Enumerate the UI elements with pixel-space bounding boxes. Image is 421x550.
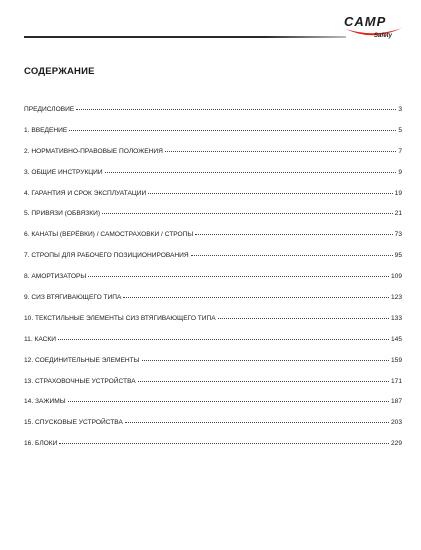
toc-dot-leader	[191, 254, 393, 256]
toc-dot-leader	[105, 171, 397, 173]
toc-entry-page-number: 123	[390, 294, 402, 302]
toc-entry-page-number: 159	[390, 356, 402, 364]
page-title: СОДЕРЖАНИЕ	[24, 66, 95, 77]
toc-entry-label: 16. БЛОКИ	[24, 440, 58, 448]
toc-entry[interactable]	[24, 189, 402, 210]
toc-entry-label: 5. ПРИВЯЗИ (ОБВЯЗКИ)	[24, 210, 101, 218]
toc-entry-page-number: 7	[398, 147, 402, 155]
toc-dot-leader	[123, 296, 389, 298]
toc-entry-label: 15. СПУСКОВЫЕ УСТРОЙСТВА	[24, 419, 123, 427]
toc-entry[interactable]	[24, 314, 402, 335]
toc-entry-label: 4. ГАРАНТИЯ И СРОК ЭКСПЛУАТАЦИИ	[24, 189, 147, 197]
toc-entry[interactable]	[24, 230, 402, 251]
toc-entry-page-number: 133	[390, 314, 402, 322]
toc-entry[interactable]	[24, 126, 402, 147]
toc-entry-page-number: 5	[398, 126, 402, 134]
toc-entry-page-number: 95	[394, 252, 402, 260]
toc-entry-page-number: 229	[390, 440, 402, 448]
toc-entry[interactable]	[24, 397, 402, 418]
toc-entry-page-number: 73	[394, 231, 402, 239]
toc-entry-page-number: 203	[390, 419, 402, 427]
toc-entry[interactable]	[24, 251, 402, 272]
table-of-contents	[24, 105, 402, 460]
toc-entry[interactable]	[24, 147, 402, 168]
toc-dot-leader	[59, 442, 389, 444]
toc-dot-leader	[68, 400, 389, 402]
toc-entry-page-number: 145	[390, 335, 402, 343]
toc-entry[interactable]	[24, 439, 402, 460]
toc-entry[interactable]	[24, 293, 402, 314]
toc-entry-label: 9. СИЗ ВТЯГИВАЮЩЕГО ТИПА	[24, 294, 122, 302]
toc-entry-label: 8. АМОРТИЗАТОРЫ	[24, 273, 87, 281]
toc-entry-label: 12. СОЕДИНИТЕЛЬНЫЕ ЭЛЕМЕНТЫ	[24, 356, 140, 364]
toc-dot-leader	[195, 233, 392, 235]
toc-dot-leader	[165, 150, 396, 152]
toc-entry-label: 14. ЗАЖИМЫ	[24, 398, 66, 406]
toc-entry-label: 2. НОРМАТИВНО-ПРАВОВЫЕ ПОЛОЖЕНИЯ	[24, 147, 163, 155]
toc-entry-page-number: 171	[390, 377, 402, 385]
brand-logo	[338, 8, 410, 48]
toc-entry-page-number: 21	[394, 210, 402, 218]
toc-entry[interactable]	[24, 209, 402, 230]
toc-entry-page-number: 3	[398, 106, 402, 113]
toc-dot-leader	[58, 338, 389, 340]
header-rule	[24, 36, 346, 38]
toc-dot-leader	[142, 359, 389, 361]
toc-entry-label: 13. СТРАХОВОЧНЫЕ УСТРОЙСТВА	[24, 377, 136, 385]
logo-subtext: Safety	[374, 33, 393, 39]
toc-dot-leader	[69, 129, 396, 131]
logo-wordmark: CAMP	[344, 14, 387, 29]
toc-entry[interactable]	[24, 377, 402, 398]
toc-entry[interactable]	[24, 418, 402, 439]
toc-entry-page-number: 19	[394, 189, 402, 197]
toc-entry-label: 3. ОБЩИЕ ИНСТРУКЦИИ	[24, 168, 103, 176]
toc-dot-leader	[218, 317, 389, 319]
toc-entry-label: 1. ВВЕДЕНИЕ	[24, 126, 68, 134]
toc-entry[interactable]	[24, 356, 402, 377]
toc-entry[interactable]	[24, 272, 402, 293]
toc-entry-page-number: 187	[390, 398, 402, 406]
toc-dot-leader	[88, 275, 389, 277]
toc-entry[interactable]	[24, 168, 402, 189]
toc-dot-leader	[138, 380, 389, 382]
toc-dot-leader	[148, 192, 392, 194]
toc-entry-label: 11. КАСКИ	[24, 335, 56, 343]
toc-entry-page-number: 109	[390, 273, 402, 281]
toc-dot-leader	[125, 421, 389, 423]
toc-entry-label: 10. ТЕКСТИЛЬНЫЕ ЭЛЕМЕНТЫ СИЗ ВТЯГИВАЮЩЕГО ТИПА	[24, 314, 216, 322]
toc-entry[interactable]	[24, 335, 402, 356]
toc-dot-leader	[76, 108, 396, 110]
toc-dot-leader	[102, 212, 393, 214]
toc-entry-label: 7. СТРОПЫ ДЛЯ РАБОЧЕГО ПОЗИЦИОНИРОВАНИЯ	[24, 252, 189, 260]
toc-entry-page-number: 9	[398, 168, 402, 176]
toc-entry-label: ПРЕДИСЛОВИЕ	[24, 106, 75, 113]
toc-entry[interactable]	[24, 105, 402, 126]
toc-entry-label: 6. КАНАТЫ (ВЕРЁВКИ) / САМОСТРАХОВКИ / СТРОПЫ	[24, 231, 194, 239]
